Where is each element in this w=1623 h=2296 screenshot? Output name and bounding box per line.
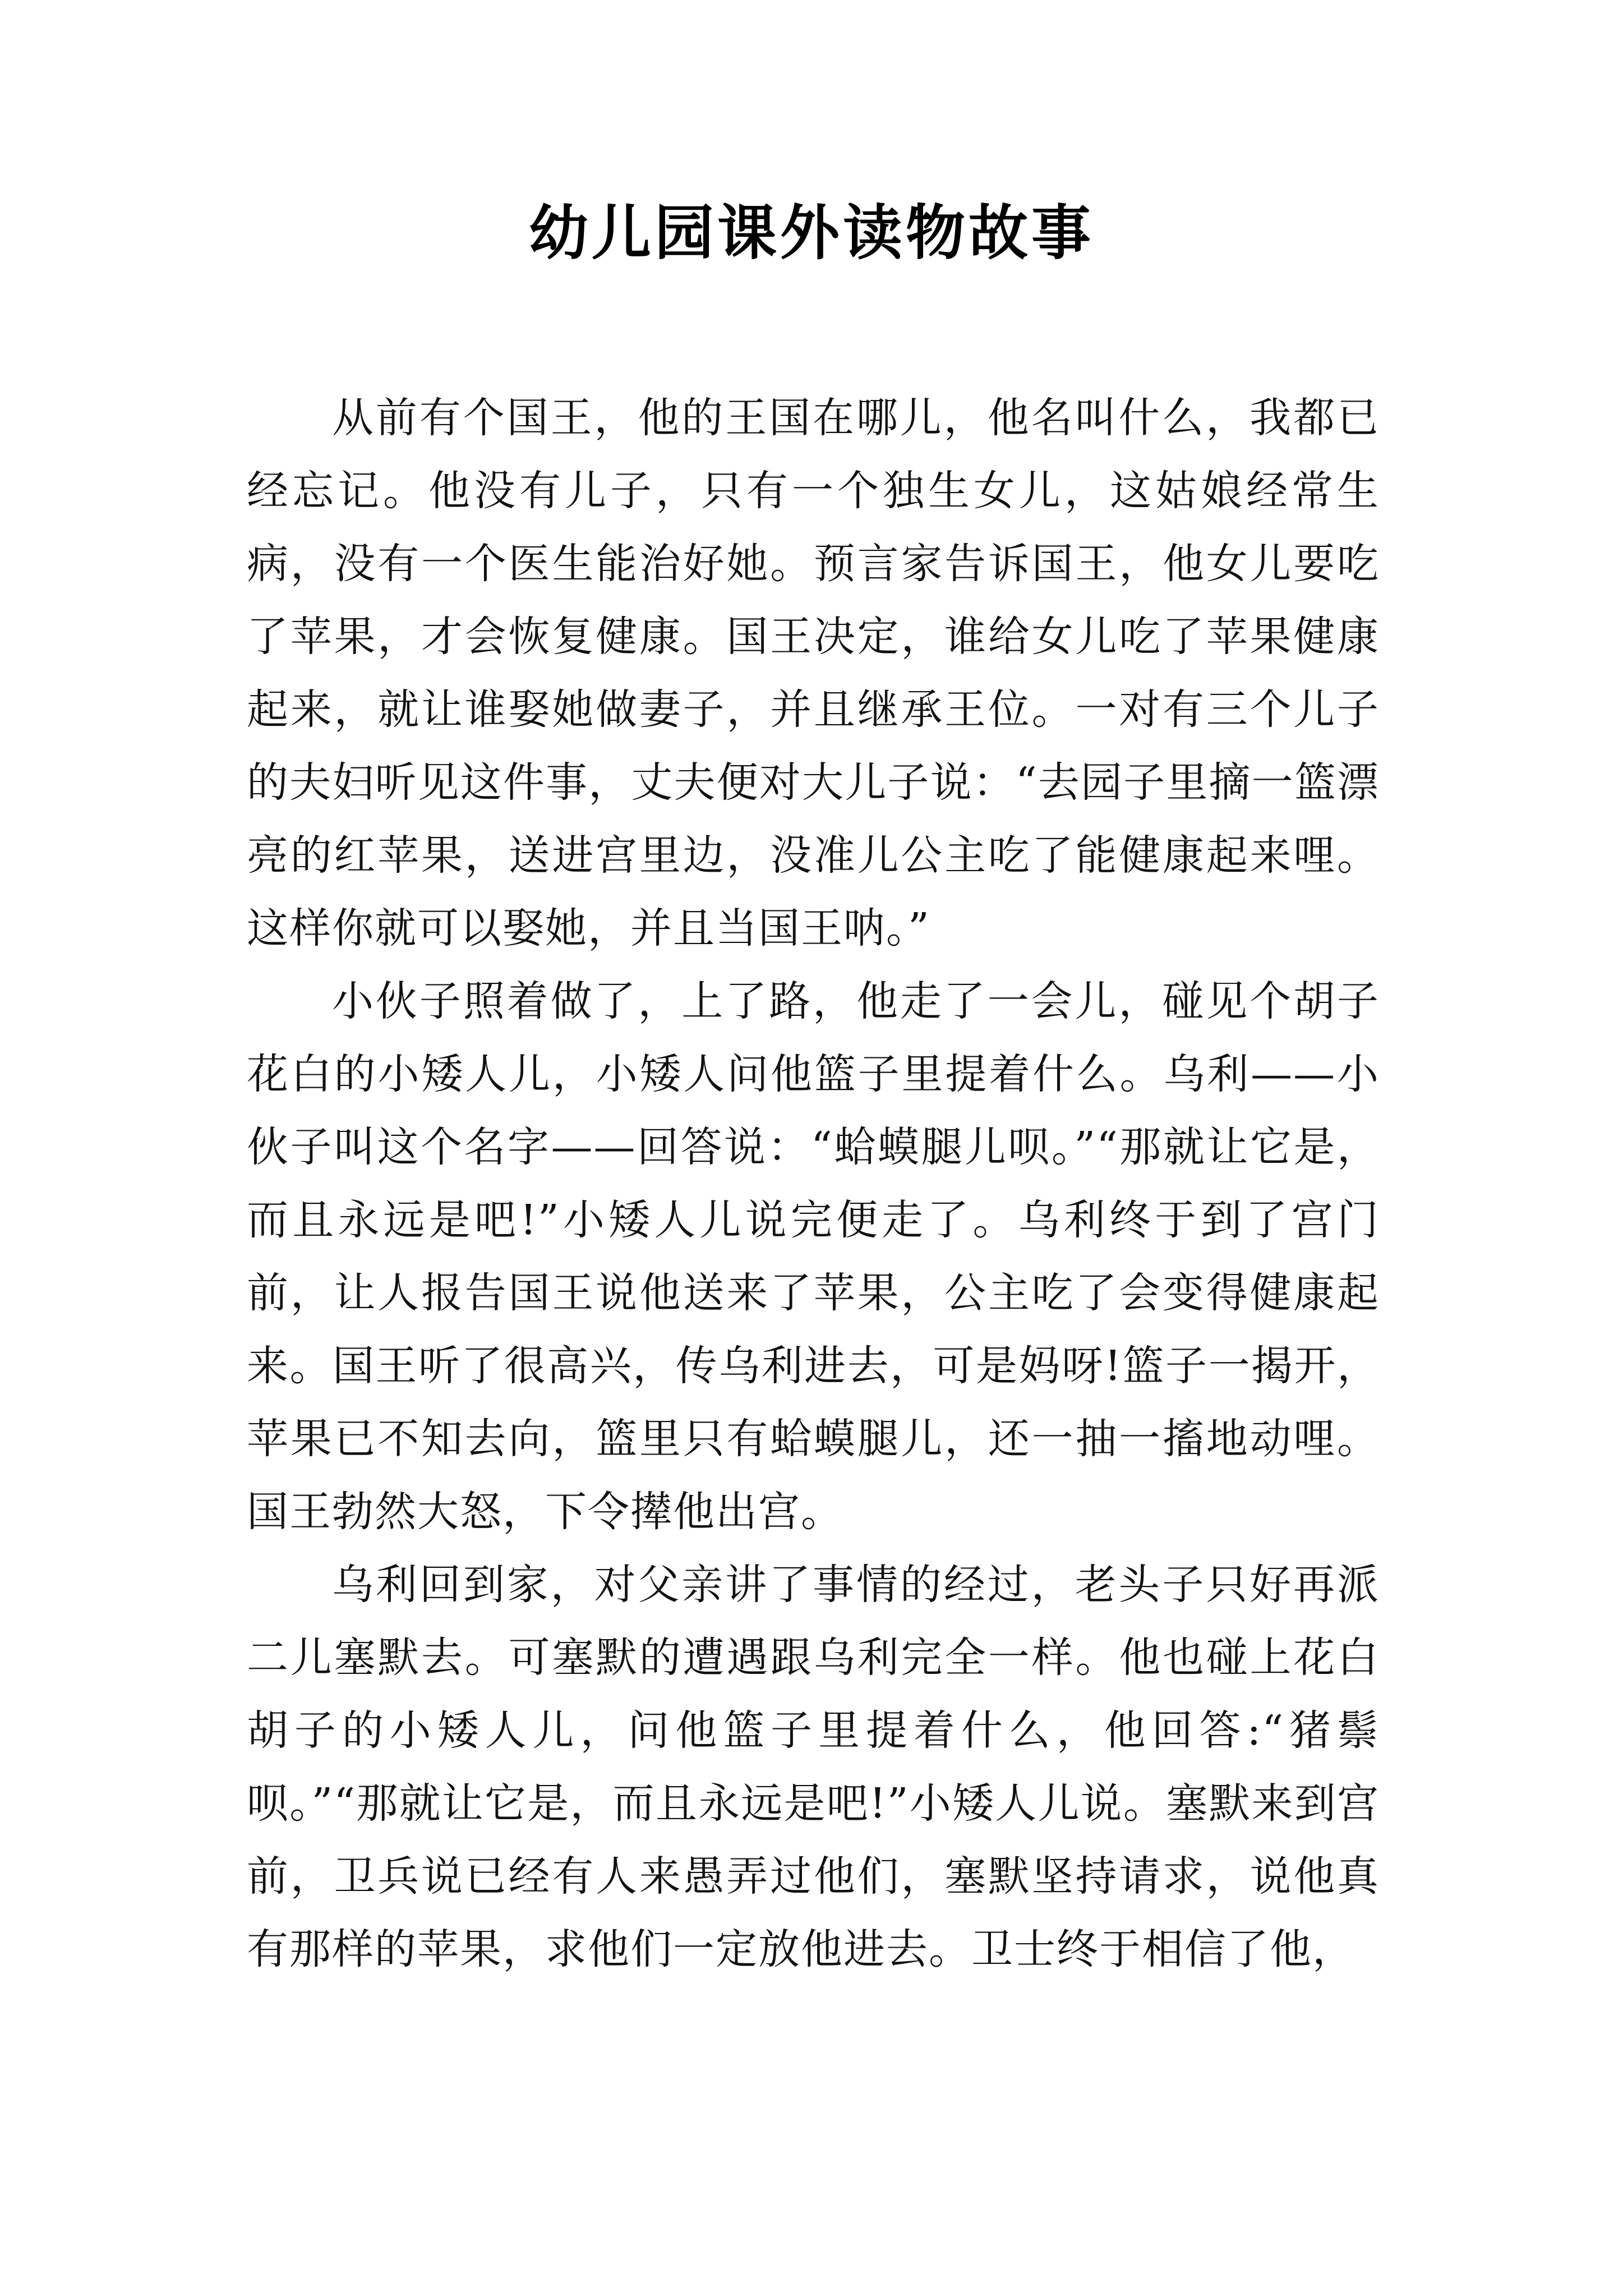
document-body [247,381,1380,1986]
paragraph-1: 从前有个国王，他的王国在哪儿，他名叫什么，我都已经忘记。他没有儿子，只有一个独生女儿，这姑娘经常生病，没有一个医生能治好她。预言家告诉国王，他女儿要吃了苹果，才会恢复健康。国王决定，谁给女儿吃了苹果健康起来，就让谁娶她做妻子，并且继承王位。一对有三个儿子的夫妇听见这件事，丈夫便对大儿子说：“去园子里摘一篮漂亮的红苹果，送进宫里边，没准儿公主吃了能健康起来哩。这样你就可以娶她，并且当国王呐。” [247,394,1380,953]
paragraph-3: 乌利回到家，对父亲讲了事情的经过，老头子只好再派二儿塞默去。可塞默的遭遇跟乌利完全一样。他也碰上花白胡子的小矮人儿，问他篮子里提着什么，他回答:“猪鬃呗。”“那就让它是，而且永远是吧!”小矮人儿说。塞默来到宫前，卫兵说已经有人来愚弄过他们，塞默坚持请求，说他真有那样的苹果，求他们一定放他进去。卫士终于相信了他， [247,1561,1380,1973]
paragraph-2: 小伙子照着做了，上了路，他走了一会儿，碰见个胡子花白的小矮人儿，小矮人问他篮子里提着什么。乌利——小伙子叫这个名字——回答说：“蛤蟆腿儿呗。”“那就让它是，而且永远是吧!”小矮人儿说完便走了。乌利终于到了宫门前，让人报告国王说他送来了苹果，公主吃了会变得健康起来。国王听了很高兴，传乌利进去，可是妈呀!篮子一揭开，苹果已不知去向，篮里只有蛤蟆腿儿，还一抽一搐地动哩。国王勃然大怒，下令撵他出宫。 [247,977,1380,1536]
document-title: 幼儿园课外读物故事 [529,197,1094,268]
